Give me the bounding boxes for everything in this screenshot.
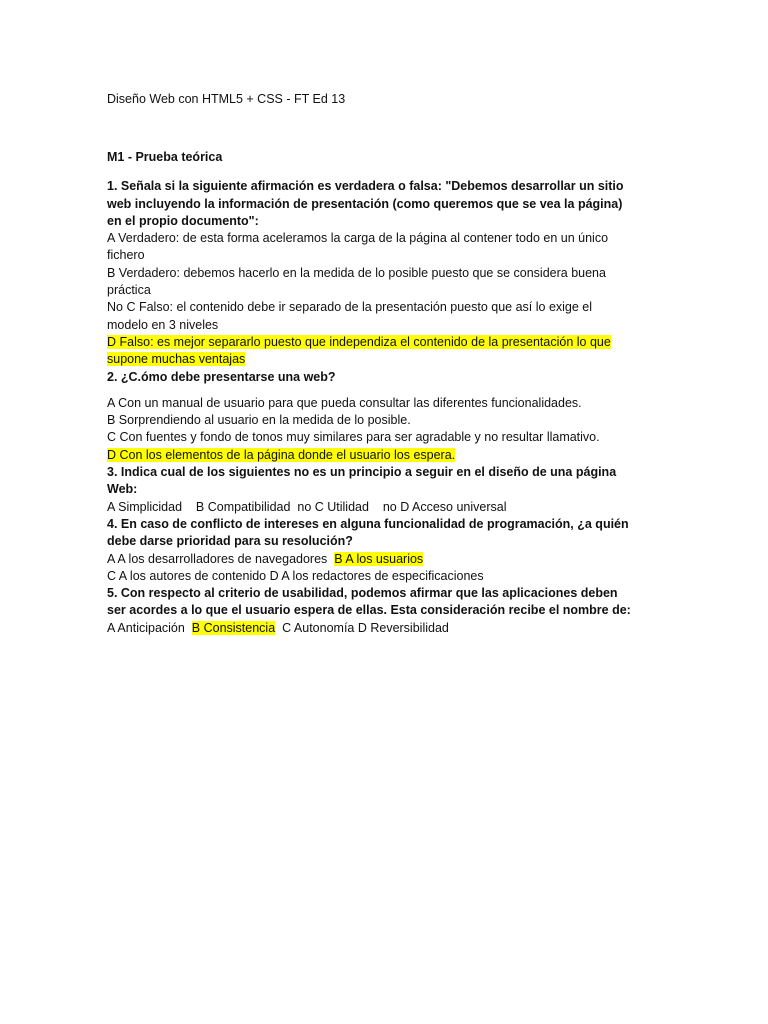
question-5-text-line: 5. Con respecto al criterio de usabilidad, podemos afirmar que las aplicaciones deben xyxy=(107,586,618,601)
question-1 xyxy=(107,178,667,368)
question-1-option-c: No C Falso: el contenido debe ir separado de la presentación puesto que así lo exige el xyxy=(107,300,593,315)
question-1-option-b: práctica xyxy=(107,283,151,298)
spacer xyxy=(107,386,667,395)
question-1-option-b: B Verdadero: debemos hacerlo en la medida de lo posible puesto que se considera buena xyxy=(107,265,606,280)
question-5-option-a: A Anticipación xyxy=(107,620,192,635)
question-2-text: 2. ¿C.ómo debe presentarse una web? xyxy=(107,369,336,384)
question-1-option-d-highlighted xyxy=(107,351,667,368)
question-4-option-a: A A los desarrolladores de navegadores xyxy=(107,551,335,566)
question-1-option-a: fichero xyxy=(107,248,145,263)
question-3-options: A Simplicidad B Compatibilidad no C Utilidad no D Acceso universal xyxy=(107,499,507,514)
question-3-text-line: 3. Indica cual de los siguientes no es un principio a seguir en el diseño de una página xyxy=(107,465,617,480)
question-2-option-c: C Con fuentes y fondo de tonos muy similares para ser agradable y no resultar llamativo. xyxy=(107,430,600,445)
question-2-option-b: B Sorprendiendo al usuario en la medida de lo posible. xyxy=(107,413,411,428)
highlighted-answer: D Con los elementos de la página donde el usuario los espera. xyxy=(107,447,456,462)
question-2-option-a: A Con un manual de usuario para que pueda consultar las diferentes funcionalidades. xyxy=(107,395,582,410)
question-4 xyxy=(107,516,667,585)
question-4-options-cd: C A los autores de contenido D A los redactores de especificaciones xyxy=(107,568,484,583)
module-title: M1 - Prueba teórica xyxy=(107,150,223,164)
exam-content xyxy=(107,149,667,637)
question-1-option-a: A Verdadero: de esta forma aceleramos la carga de la página al contener todo en un único xyxy=(107,231,609,246)
question-1-text-line: en el propio documento": xyxy=(107,213,259,228)
highlighted-answer: supone muchas ventajas xyxy=(107,352,246,367)
question-1-option-d-highlighted xyxy=(107,334,667,351)
question-2-option-d-highlighted xyxy=(107,447,667,464)
question-4-text-line: debe darse prioridad para su resolución? xyxy=(107,534,353,549)
question-1-text-line: 1. Señala si la siguiente afirmación es verdadera o falsa: "Debemos desarrollar un sitio xyxy=(107,179,624,194)
question-3-text-line: Web: xyxy=(107,482,138,497)
highlighted-answer: B A los usuarios xyxy=(334,551,424,566)
question-4-options-ab xyxy=(107,551,667,568)
question-5 xyxy=(107,585,667,637)
question-5-options xyxy=(107,620,667,637)
document-header: Diseño Web con HTML5 + CSS - FT Ed 13 xyxy=(107,92,346,106)
question-4-text-line: 4. En caso de conflicto de intereses en alguna funcionalidad de programación, ¿a quién xyxy=(107,516,629,531)
question-3 xyxy=(107,464,667,516)
question-5-options-cd: C Autonomía D Reversibilidad xyxy=(275,620,449,635)
question-1-option-c: modelo en 3 niveles xyxy=(107,317,219,332)
question-2 xyxy=(107,369,667,464)
highlighted-answer: D Falso: es mejor separarlo puesto que independiza el contenido de la presentación lo que xyxy=(107,334,611,349)
highlighted-answer: B Consistencia xyxy=(191,620,276,635)
question-5-text-line: ser acordes a lo que el usuario espera de ellas. Esta consideración recibe el nombre de: xyxy=(107,603,631,618)
question-1-text-line: web incluyendo la información de presentación (como queremos que se vea la página) xyxy=(107,196,623,211)
